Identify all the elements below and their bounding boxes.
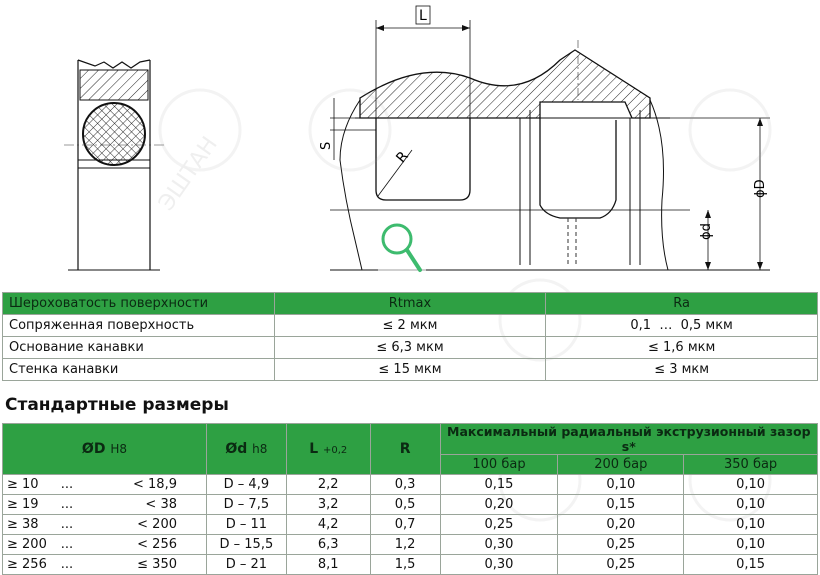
section-title: Стандартные размеры xyxy=(5,395,229,415)
header-D xyxy=(3,424,207,475)
roughness-header-surface: Шероховатость поверхности xyxy=(3,293,275,315)
range-to: < 200 xyxy=(137,517,177,532)
roughness-cell: ≤ 6,3 мкм xyxy=(274,337,546,359)
range-to: < 38 xyxy=(145,497,177,512)
cell-R: 0,5 xyxy=(370,495,440,515)
range-to: ≤ 350 xyxy=(137,557,177,572)
seal-cross-section xyxy=(64,60,164,270)
cell-R: 0,7 xyxy=(370,515,440,535)
sizes-table xyxy=(2,423,818,575)
cell-L: 8,1 xyxy=(286,555,370,575)
range-dots: ... xyxy=(60,537,74,552)
cell-gap-350: 0,10 xyxy=(684,535,818,555)
table-row xyxy=(3,495,818,515)
roughness-cell: ≤ 2 мкм xyxy=(274,315,546,337)
cell-gap-200: 0,25 xyxy=(558,555,684,575)
header-L-label: L xyxy=(309,441,319,457)
range-dots: ... xyxy=(60,517,74,532)
cell-gap-100: 0,30 xyxy=(440,555,558,575)
header-pressure: 200 бар xyxy=(558,455,684,475)
range-from: ≥ 256 xyxy=(7,557,47,572)
range-cell xyxy=(3,515,207,535)
cell-gap-350: 0,10 xyxy=(684,515,818,535)
roughness-cell: ≤ 15 мкм xyxy=(274,359,546,381)
header-d xyxy=(206,424,286,475)
label-S: S xyxy=(319,141,334,150)
cell-R: 0,3 xyxy=(370,475,440,495)
range-cell xyxy=(3,495,207,515)
cell-L: 4,2 xyxy=(286,515,370,535)
watermark-text: ЭШТАН xyxy=(154,132,223,216)
range-dots: ... xyxy=(60,497,74,512)
header-L xyxy=(286,424,370,475)
roughness-header-ra: Ra xyxy=(546,293,818,315)
roughness-header-rtmax: Rtmax xyxy=(274,293,546,315)
cell-gap-100: 0,15 xyxy=(440,475,558,495)
range-from: ≥ 200 xyxy=(7,537,47,552)
sizes-header-row xyxy=(3,424,818,455)
header-pressure: 100 бар xyxy=(440,455,558,475)
header-L-tol: +0,2 xyxy=(323,445,348,456)
table-row xyxy=(3,337,818,359)
header-D-label: ØD xyxy=(81,441,106,457)
header-gap: Максимальный радиальный экструзионный зазор s* xyxy=(440,424,817,455)
range-from: ≥ 19 xyxy=(7,497,39,512)
roughness-cell: Сопряженная поверхность xyxy=(3,315,275,337)
range-cell xyxy=(3,535,207,555)
cell-gap-200: 0,25 xyxy=(558,535,684,555)
table-row xyxy=(3,535,818,555)
range-from: ≥ 38 xyxy=(7,517,39,532)
cell-gap-200: 0,20 xyxy=(558,515,684,535)
cell-L: 2,2 xyxy=(286,475,370,495)
cell-gap-350: 0,10 xyxy=(684,475,818,495)
cell-gap-350: 0,15 xyxy=(684,555,818,575)
label-D: ϕD xyxy=(753,179,768,198)
cell-gap-100: 0,25 xyxy=(440,515,558,535)
table-row xyxy=(3,555,818,575)
cell-d: D – 15,5 xyxy=(206,535,286,555)
roughness-cell: Стенка канавки xyxy=(3,359,275,381)
cell-R: 1,5 xyxy=(370,555,440,575)
range-cell xyxy=(3,475,207,495)
table-row xyxy=(3,515,818,535)
header-d-label: Ød xyxy=(225,441,248,457)
header-pressure: 350 бар xyxy=(684,455,818,475)
cell-d: D – 11 xyxy=(206,515,286,535)
roughness-cell: Основание канавки xyxy=(3,337,275,359)
range-cell xyxy=(3,555,207,575)
cell-d: D – 4,9 xyxy=(206,475,286,495)
label-L: L xyxy=(419,8,427,24)
cell-gap-200: 0,15 xyxy=(558,495,684,515)
roughness-cell: ≤ 1,6 мкм xyxy=(546,337,818,359)
cell-L: 3,2 xyxy=(286,495,370,515)
table-row xyxy=(3,315,818,337)
cell-gap-100: 0,30 xyxy=(440,535,558,555)
range-to: < 18,9 xyxy=(133,477,177,492)
header-d-tol: h8 xyxy=(252,442,268,456)
header-R: R xyxy=(370,424,440,475)
magnifier-icon[interactable] xyxy=(378,218,426,274)
range-dots: ... xyxy=(60,477,74,492)
cell-gap-350: 0,10 xyxy=(684,495,818,515)
cell-L: 6,3 xyxy=(286,535,370,555)
label-d: ϕd xyxy=(699,223,714,240)
roughness-cell: ≤ 3 мкм xyxy=(546,359,818,381)
label-R: R xyxy=(393,148,412,167)
cell-gap-200: 0,10 xyxy=(558,475,684,495)
roughness-header-row xyxy=(3,293,818,315)
roughness-cell: 0,1 … 0,5 мкм xyxy=(546,315,818,337)
cell-d: D – 7,5 xyxy=(206,495,286,515)
cell-R: 1,2 xyxy=(370,535,440,555)
range-from: ≥ 10 xyxy=(7,477,39,492)
range-to: < 256 xyxy=(137,537,177,552)
cell-gap-100: 0,20 xyxy=(440,495,558,515)
cell-d: D – 21 xyxy=(206,555,286,575)
header-D-tol: H8 xyxy=(110,442,127,456)
roughness-table xyxy=(2,292,818,381)
range-dots: ... xyxy=(60,557,74,572)
table-row xyxy=(3,359,818,381)
sizes-body xyxy=(3,475,818,575)
table-row xyxy=(3,475,818,495)
